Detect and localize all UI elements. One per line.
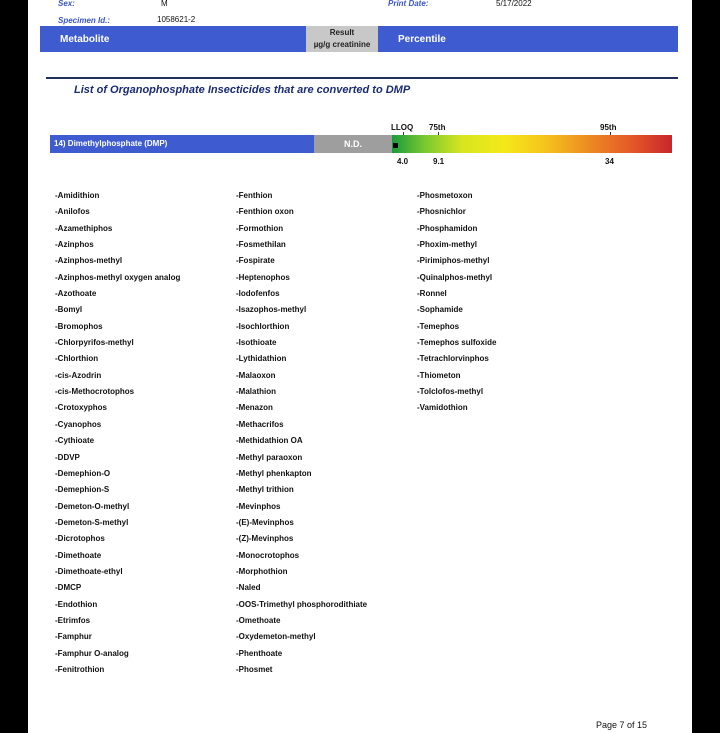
insecticide-item: -Methyl phenkapton <box>236 468 312 478</box>
insecticide-item: -Azinphos-methyl <box>55 256 123 266</box>
result-marker <box>393 143 398 148</box>
p75-value: 9.1 <box>433 157 445 166</box>
insecticide-item: -Mevinphos <box>236 501 281 511</box>
insecticide-item: -Cythioate <box>55 436 95 446</box>
insecticide-item: -Dicrotophos <box>55 534 105 544</box>
insecticide-item: -Azinphos-methyl oxygen analog <box>55 272 181 282</box>
insecticide-item: -Naled <box>236 583 261 593</box>
insecticide-item: -Menazon <box>236 403 273 413</box>
insecticide-item: -Methyl trithion <box>236 485 294 495</box>
specimen-label: Specimen Id.: <box>58 16 111 25</box>
insecticide-item: -DDVP <box>55 452 80 462</box>
insecticide-item: -Iodofenfos <box>236 289 280 299</box>
insecticide-item: -Famphur <box>55 632 92 642</box>
insecticide-item: -Quinalphos-methyl <box>417 272 493 282</box>
insecticide-item: -Phosmetoxon <box>417 191 473 200</box>
insecticide-item: -Isothioate <box>236 338 277 348</box>
insecticide-item: -Azothoate <box>55 289 97 299</box>
insecticide-item: -Ronnel <box>417 289 447 299</box>
insecticide-item: -Vamidothion <box>417 403 468 413</box>
insecticide-item: -Endothion <box>55 599 98 609</box>
insecticide-item: -Phosmet <box>236 664 273 674</box>
insecticide-item: -Lythidathion <box>236 354 287 364</box>
percentile-gradient <box>392 135 672 153</box>
insecticide-item: -Morphothion <box>236 566 288 576</box>
insecticide-item: -Methacrifos <box>236 419 284 429</box>
print-date-value: 5/17/2022 <box>496 0 532 8</box>
insecticide-item: -Dimethoate <box>55 550 102 560</box>
insecticide-item: -Anilofos <box>55 207 90 217</box>
insecticide-item: -Phosphamidon <box>417 223 478 233</box>
insecticide-item: -Isochlorthion <box>236 321 290 331</box>
insecticide-item: -Fospirate <box>236 256 275 266</box>
insecticide-item: -Heptenophos <box>236 272 290 282</box>
metabolite-row-bar <box>50 135 314 153</box>
list-title: List of Organophosphate Insecticides that are converted to DMP <box>74 84 411 96</box>
insecticide-item: -Temephos <box>417 321 460 331</box>
insecticide-item: -Famphur O-analog <box>55 648 129 658</box>
page-number: Page 7 of 15 <box>596 720 648 730</box>
insecticide-item: -Oxydemeton-methyl <box>236 632 316 642</box>
insecticide-item: -Malaoxon <box>236 370 276 380</box>
specimen-value: 1058621-2 <box>157 15 196 24</box>
insecticide-item: -OOS-Trimethyl phosphorodithiate <box>236 599 368 609</box>
insecticide-column-1 <box>55 188 180 678</box>
insecticide-item: -Fosmethilan <box>236 240 286 250</box>
insecticide-item: -Malathion <box>236 387 276 397</box>
report-page <box>28 0 692 733</box>
insecticide-item: -Chlorpyrifos-methyl <box>55 338 134 348</box>
insecticide-item: -Demeton-O-methyl <box>55 501 130 511</box>
insecticide-item: -Fenthion <box>236 191 273 200</box>
insecticide-item: -cis-Methocrotophos <box>55 387 135 397</box>
insecticide-item: -Cyanophos <box>55 419 102 429</box>
insecticide-item: -Etrimfos <box>55 615 91 625</box>
insecticide-item: -Bomyl <box>55 305 83 315</box>
p75-label: 75th <box>429 123 446 132</box>
insecticide-item: -Chlorthion <box>55 354 99 364</box>
insecticide-item: -Phenthoate <box>236 648 283 658</box>
insecticide-item: -Temephos sulfoxide <box>417 338 497 348</box>
percentile-header: Percentile <box>398 34 446 45</box>
insecticide-item: -Isazophos-methyl <box>236 305 307 315</box>
p95-label: 95th <box>600 123 617 132</box>
insecticide-item: -Demephion-S <box>55 485 110 495</box>
result-header-line1: Result <box>329 28 355 37</box>
insecticide-item: -(Z)-Mevinphos <box>236 534 294 544</box>
lloq-label: LLOQ <box>391 123 414 132</box>
print-date-label: Print Date: <box>388 0 429 8</box>
insecticide-column-3 <box>417 188 496 417</box>
insecticide-item: -Fenitrothion <box>55 664 105 674</box>
result-header <box>306 26 378 52</box>
insecticide-item: -cis-Azodrin <box>55 370 102 380</box>
result-value: N.D. <box>314 135 392 153</box>
sex-value: M <box>161 0 168 8</box>
insecticide-item: -Omethoate <box>236 615 281 625</box>
insecticide-item: -Sophamide <box>417 305 463 315</box>
insecticide-item: -Amidithion <box>55 191 100 200</box>
insecticide-item: -Formothion <box>236 223 284 233</box>
result-header-line2: µg/g creatinine <box>313 40 371 49</box>
insecticide-item: -Phosnichlor <box>417 207 466 217</box>
insecticide-item: -Methyl paraoxon <box>236 452 303 462</box>
insecticide-item: -Demeton-S-methyl <box>55 517 129 527</box>
insecticide-item: -(E)-Mevinphos <box>236 517 294 527</box>
insecticide-item: -Tetrachlorvinphos <box>417 354 489 364</box>
insecticide-column-2 <box>236 188 367 678</box>
insecticide-item: -Fenthion oxon <box>236 207 294 217</box>
insecticide-item: -Methidathion OA <box>236 436 303 446</box>
insecticide-item: -Demephion-O <box>55 468 111 478</box>
insecticide-item: -Azinphos <box>55 240 94 250</box>
insecticide-item: -Pirimiphos-methyl <box>417 256 490 266</box>
insecticide-item: -Phoxim-methyl <box>417 240 478 250</box>
insecticide-item: -Bromophos <box>55 321 103 331</box>
insecticide-item: -Tolclofos-methyl <box>417 387 484 397</box>
insecticide-item: -DMCP <box>55 583 82 593</box>
metabolite-header: Metabolite <box>60 34 110 45</box>
lloq-value: 4.0 <box>397 157 409 166</box>
sex-label: Sex: <box>58 0 75 8</box>
section-divider <box>46 77 678 79</box>
insecticide-item: -Dimethoate-ethyl <box>55 566 123 576</box>
insecticide-item: -Thiometon <box>417 370 461 380</box>
insecticide-item: -Monocrotophos <box>236 550 300 560</box>
insecticide-item: -Crotoxyphos <box>55 403 107 413</box>
insecticide-item: -Azamethiphos <box>55 223 113 233</box>
p95-value: 34 <box>605 157 614 166</box>
metabolite-name: 14) Dimethylphosphate (DMP) <box>54 139 168 148</box>
